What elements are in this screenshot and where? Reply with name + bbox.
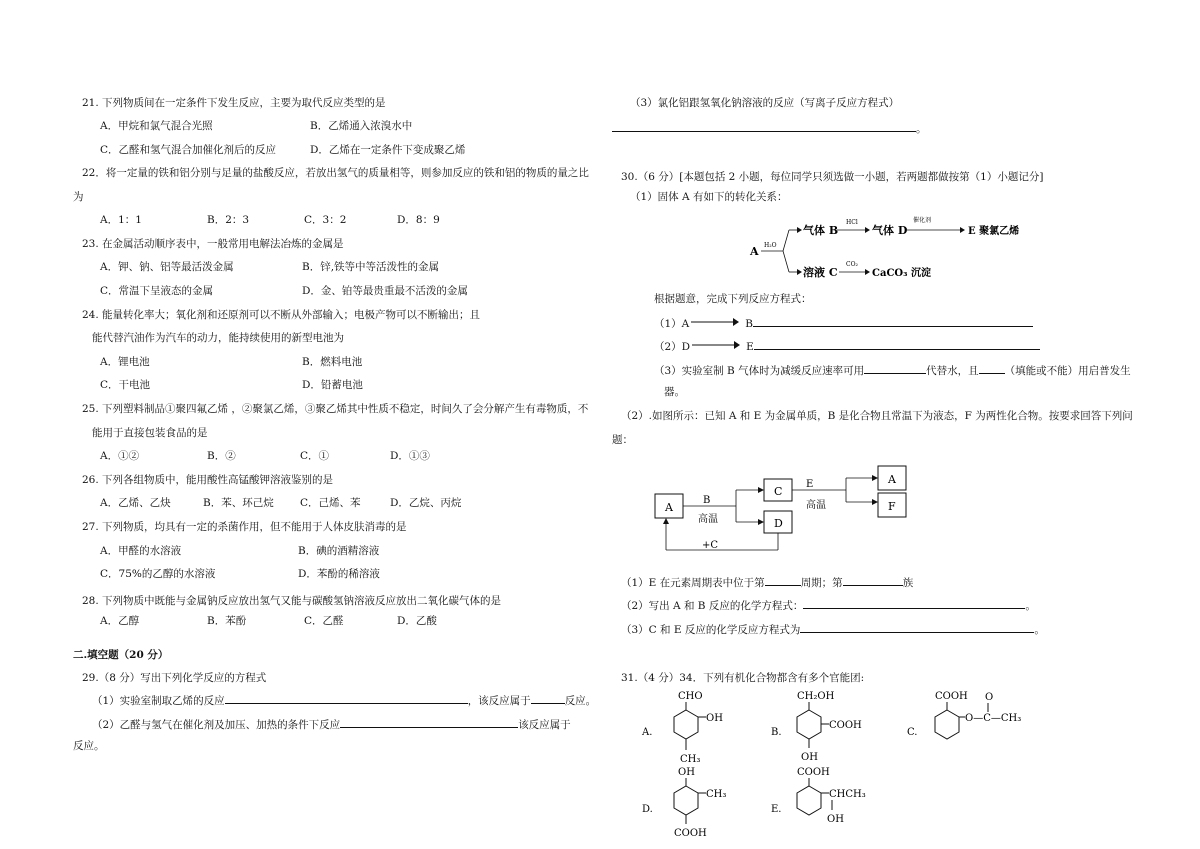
- structure-c-cooh: COOH: [935, 691, 968, 702]
- q22-option-b: B．2：3: [207, 214, 250, 226]
- q27-stem: 27. 下列物质，均具有一定的杀菌作用，但不能用于人体皮肤消毒的是: [82, 521, 407, 533]
- answer-blank[interactable]: [340, 716, 518, 728]
- q29-part3-stem: （3）氯化铝跟氢氧化钠溶液的反应（写离子反应方程式）: [630, 97, 900, 109]
- q30-part1-stem: （1）固体 A 有如下的转化关系：: [630, 191, 788, 203]
- q30-eq2: （2）D E: [654, 338, 1040, 354]
- flow-out-f: F: [888, 500, 896, 513]
- q29-part2-cont: 反应。: [73, 740, 105, 752]
- flow-label-e: E: [806, 479, 814, 490]
- q25-option-c: C．①: [300, 450, 330, 462]
- structure-c-ester: O—C—CH₃: [965, 713, 1022, 724]
- q23-option-d: D．金、铂等最贵重最不活泼的金属: [302, 285, 468, 297]
- answer-blank[interactable]: [803, 597, 1025, 609]
- scheme-catalyst: 催化剂: [913, 217, 932, 224]
- scheme-gas-d: 气体 D: [872, 224, 908, 237]
- scheme-sol-c: 溶液 C: [803, 266, 838, 279]
- structure-c: [905, 688, 1055, 758]
- q22-stem-cont: 为: [73, 191, 84, 203]
- arrow-icon: [690, 340, 740, 350]
- q22-option-a: A．1：1: [100, 214, 142, 226]
- q30-stem: 30.（6 分）[本题包括 2 小题，每位同学只须选做一小题，若两题都做按第（1）小题记分]: [621, 171, 1044, 183]
- q25-option-d: D．①③: [390, 450, 430, 462]
- q26-stem: 26. 下列各组物质中，能用酸性高锰酸钾溶液鉴别的是: [82, 474, 334, 486]
- answer-blank[interactable]: [864, 362, 926, 374]
- q24-option-b: B．燃料电池: [302, 356, 363, 368]
- answer-blank[interactable]: [612, 120, 916, 132]
- answer-blank[interactable]: [765, 574, 801, 586]
- q24-option-d: D．铅蓄电池: [302, 379, 363, 391]
- flow-box-a: A: [665, 501, 673, 514]
- structure-b-cooh: COOH: [829, 720, 862, 731]
- flow-label-plus-c: +C: [702, 540, 719, 551]
- answer-blank[interactable]: [800, 621, 1034, 633]
- q28-option-c: C．乙醛: [304, 615, 344, 627]
- structure-a-cho: CHO: [678, 691, 703, 702]
- q30-eq1: （1）A B: [654, 315, 1033, 331]
- q21-option-d: D．乙烯在一定条件下变成聚乙烯: [310, 144, 466, 156]
- q25-stem-cont: 能用于直接包装食品的是: [92, 427, 208, 439]
- q21-option-a: A．甲烷和氯气混合光照: [100, 120, 213, 132]
- q22-option-c: C．3：2: [304, 214, 347, 226]
- q26-option-b: B．苯、环己烷: [203, 497, 274, 509]
- flow-box-c: C: [774, 485, 783, 498]
- q24-option-a: A．锂电池: [100, 356, 150, 368]
- q31-stem: 31.（4 分）34．下列有机化合物都含有多个官能团:: [621, 672, 865, 684]
- q23-stem: 23. 在金属活动顺序表中，一般常用电解法冶炼的金属是: [82, 238, 344, 250]
- answer-blank[interactable]: [754, 338, 1040, 350]
- flow-label-b: B: [703, 495, 711, 506]
- q23-option-b: B．锌,铁等中等活泼性的金属: [302, 261, 440, 273]
- structure-b-oh: OH: [801, 752, 818, 763]
- q26-option-c: C．己烯、苯: [300, 497, 361, 509]
- q28-stem: 28. 下列物质中既能与金属钠反应放出氢气又能与碳酸氢钠溶液反应放出二氧化碳气体的是: [82, 595, 502, 607]
- q29-part1: （1）实验室制取乙烯的反应 ，该反应属于 反应。: [92, 692, 596, 708]
- q23-option-a: A．钾、钠、铝等最活泼金属: [100, 261, 234, 273]
- q29-stem: 29.（8 分）写出下列化学反应的方程式: [82, 672, 267, 684]
- q25-option-a: A．①②: [100, 450, 140, 462]
- flow-out-a: A: [888, 473, 896, 486]
- structure-a-label: A.: [642, 727, 653, 738]
- q24-option-c: C．干电池: [100, 379, 151, 391]
- structure-e-label: E.: [771, 804, 782, 815]
- structure-a-ch3: CH₃: [680, 754, 701, 765]
- structure-e-cooh: COOH: [797, 767, 830, 778]
- q21-option-c: C．乙醛和氢气混合加催化剂后的反应: [100, 144, 277, 156]
- structure-d-cooh: COOH: [674, 828, 707, 839]
- q22-option-d: D．8：9: [397, 214, 440, 226]
- scheme-a: A: [750, 245, 759, 258]
- answer-blank[interactable]: [531, 692, 565, 704]
- q25-option-b: B．②: [207, 450, 236, 462]
- scheme-co2: CO₂: [846, 261, 858, 268]
- scheme-caco3: CaCO₃ 沉淀: [872, 268, 931, 279]
- structure-e: [765, 764, 895, 844]
- arrow-icon: [689, 317, 739, 327]
- q24-stem-cont: 能代替汽油作为汽车的动力，能持续使用的新型电池为: [92, 332, 344, 344]
- q30-sub2: （2）写出 A 和 B 反应的化学方程式： 。: [621, 597, 1036, 613]
- q28-option-a: A．乙醇: [100, 615, 140, 627]
- q30-sub3: （3）C 和 E 反应的化学反应方程式为 。: [621, 621, 1045, 637]
- q28-option-d: D．乙酸: [397, 615, 437, 627]
- q26-option-d: D．乙烷、丙烷: [390, 497, 462, 509]
- q27-option-a: A．甲醛的水溶液: [100, 545, 182, 557]
- q30-intro: 根据题意，完成下列反应方程式：: [654, 293, 812, 305]
- q29-part3-answer: 。: [612, 120, 927, 136]
- structure-d-oh: OH: [678, 767, 695, 778]
- structure-d-label: D.: [642, 804, 653, 815]
- structure-a-oh: OH: [706, 713, 723, 724]
- q26-option-a: A．乙烯、乙炔: [100, 497, 171, 509]
- structure-b-ch2oh: CH₂OH: [797, 691, 835, 702]
- q24-stem: 24. 能量转化率大；氧化剂和还原剂可以不断从外部输入；电极产物可以不断输出；且: [82, 309, 481, 321]
- structure-b: [765, 688, 875, 768]
- flow-diagram: [650, 460, 920, 560]
- structure-e-oh: OH: [827, 814, 844, 825]
- answer-blank[interactable]: [753, 315, 1033, 327]
- flow-box-d: D: [774, 517, 783, 530]
- flow-label-gw2: 高温: [806, 500, 826, 511]
- q25-stem: 25. 下列塑料制品①聚四氟乙烯 ，②聚氯乙烯，③聚乙烯其中性质不稳定，时间久了会分解产生有毒物质，不: [82, 403, 589, 415]
- structure-e-chch3: CHCH₃: [829, 789, 866, 800]
- q27-option-c: C．75%的乙醇的水溶液: [100, 568, 216, 580]
- q28-option-b: B．苯酚: [207, 615, 247, 627]
- q21-stem: 21. 下列物质间在一定条件下发生反应，主要为取代反应类型的是: [82, 97, 386, 109]
- scheme-h2o: H₂O: [764, 242, 777, 249]
- answer-blank[interactable]: [843, 574, 903, 586]
- q29-part2: （2）乙醛与氢气在催化剂及加压、加热的条件下反应 该反应属于: [92, 716, 571, 732]
- scheme-hcl: HCl: [846, 219, 858, 226]
- q27-option-d: D．苯酚的稀溶液: [298, 568, 380, 580]
- q30-part3-cont: 器。: [664, 386, 685, 398]
- q30-part2-stem: （2）.如图所示：已知 A 和 E 为金属单质，B 是化合物且常温下为液态，F 为两性化合物。按要求回答下列问: [621, 410, 1133, 422]
- structure-c-dbl-o: O: [985, 692, 994, 703]
- q30-part2-stem-cont: 题：: [612, 434, 633, 446]
- structure-d: [640, 764, 750, 844]
- answer-blank[interactable]: [979, 362, 1005, 374]
- q30-part3: （3）实验室制 B 气体时为减缓反应速率可用 代替水，且 （填能或不能）用启普发生: [654, 362, 1131, 378]
- structure-b-label: B.: [771, 727, 782, 738]
- section-fill-in-heading: 二.填空题（20 分）: [73, 649, 169, 661]
- scheme-e: E 聚氯乙烯: [968, 226, 1020, 237]
- conversion-scheme: [745, 210, 1045, 285]
- scheme-gas-b: 气体 B: [803, 224, 839, 237]
- structure-d-ch3: CH₃: [706, 789, 727, 800]
- structure-c-label: C.: [907, 727, 918, 738]
- q27-option-b: B．碘的酒精溶液: [298, 545, 380, 557]
- q30-sub1: （1）E 在元素周期表中位于第 周期；第 族: [621, 574, 913, 590]
- q21-option-b: B．乙烯通入浓溴水中: [310, 120, 413, 132]
- structure-a: [640, 688, 750, 768]
- q23-option-c: C．常温下呈液态的金属: [100, 285, 214, 297]
- q22-stem: 22．将一定量的铁和铝分别与足量的盐酸反应，若放出氢气的质量相等，则参加反应的铁和铝的物质的量之比: [82, 167, 589, 179]
- answer-blank[interactable]: [225, 692, 468, 704]
- flow-label-gw1: 高温: [698, 514, 718, 525]
